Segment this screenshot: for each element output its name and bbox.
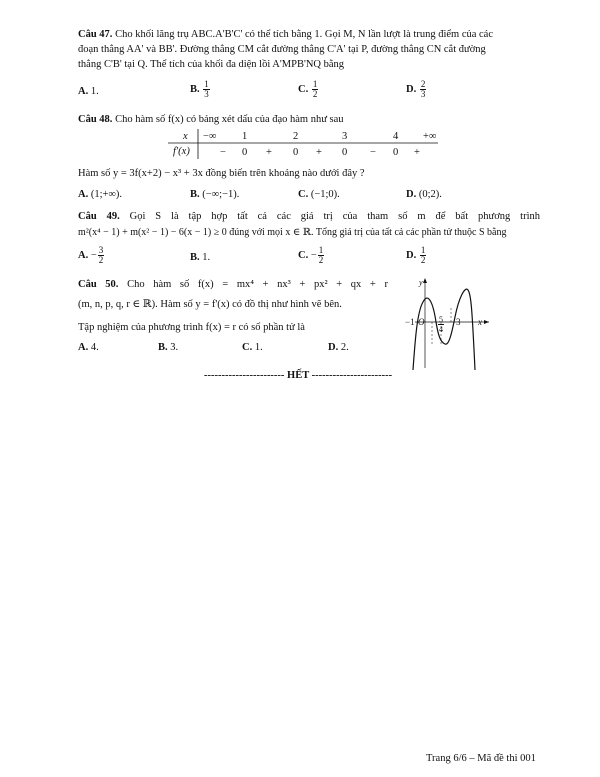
sign-table-sign: 0 — [293, 147, 299, 158]
option-key: A. — [78, 342, 89, 353]
option-value: 3. — [170, 342, 179, 353]
option-value: 1. — [202, 252, 211, 263]
sign-table-sign: + — [316, 147, 322, 158]
graph-tick-5-4: $\frac{5}{4}$ — [439, 315, 443, 334]
graph-x-label: x — [478, 317, 482, 327]
derivative-curve — [413, 289, 475, 370]
question-48-text-line1: Cho hàm số f(x) có bảng xét dấu của đạo hàm như sau — [115, 114, 344, 125]
question-48-option-d[interactable] — [406, 188, 442, 201]
question-49-option-c[interactable]: C. − $\frac{1}{2}$ — [298, 245, 324, 265]
option-key: C. — [298, 249, 309, 261]
graph-tick-minus-1: −1 — [405, 317, 415, 327]
option-key: B. — [190, 83, 200, 95]
question-49 — [78, 210, 540, 223]
option-value: 2. — [340, 342, 349, 353]
question-50-option-b[interactable] — [158, 341, 178, 354]
question-50-option-c[interactable] — [242, 341, 263, 354]
option-value: 4. — [90, 342, 99, 353]
fraction: $\frac{1}{2}$ — [318, 245, 324, 265]
page-footer: Trang 6/6 – Mã đề thi 001 — [426, 753, 536, 764]
option-key: C. — [298, 189, 309, 200]
question-50-text-line3: Tập nghiệm của phương trình f(x) = r có số phần tử là — [78, 322, 305, 333]
question-47 — [78, 28, 493, 41]
question-47-option-a[interactable] — [78, 85, 99, 98]
y-axis-arrow — [423, 278, 427, 283]
option-key: C. — [298, 83, 309, 95]
question-47-option-b[interactable] — [190, 80, 210, 99]
fraction: $\frac{1}{2}$ — [312, 79, 318, 99]
question-49-option-d[interactable] — [406, 246, 426, 265]
question-47-text-line2: đoạn thẳng AA' và BB'. Đường thẳng CM cắt đường thẳng C'A' tại P, đường thẳng CN cắt đường — [78, 44, 486, 55]
sign-table-sign: − — [370, 147, 376, 158]
question-50-text-line2: (m, n, p, q, r ∈ ℝ). Hàm số y = f'(x) có đồ thị như hình vẽ bên. — [78, 299, 342, 310]
question-48-option-a[interactable] — [78, 188, 122, 201]
sign-table-sign: − — [220, 147, 226, 158]
sign-table-sign: 0 — [242, 147, 248, 158]
question-48 — [78, 113, 344, 126]
option-key: A. — [78, 249, 89, 261]
sign-table-x-label: x — [183, 131, 188, 142]
question-49-option-b[interactable] — [190, 251, 210, 264]
option-value: (−∞;−1). — [202, 189, 240, 200]
fraction: $\frac{2}{3}$ — [420, 79, 426, 99]
option-key: D. — [406, 83, 417, 95]
graph-y-label: y — [419, 278, 423, 287]
option-value: 1. — [90, 86, 99, 97]
question-48-option-b[interactable] — [190, 188, 239, 201]
option-key: A. — [78, 189, 89, 200]
option-key: D. — [406, 189, 417, 200]
option-key: B. — [190, 189, 200, 200]
question-47-label: Câu 47. — [78, 29, 113, 40]
question-50-option-d[interactable] — [328, 341, 349, 354]
question-49-text-line1: Gọi S là tập hợp tất cả các giá trị của tham số m để bất phương trình — [129, 211, 541, 222]
question-47-text-line3: thẳng C'B' tại Q. Thể tích của khối đa diện lồi A'MPB'NQ bằng — [78, 59, 345, 70]
x-axis-arrow — [484, 320, 489, 324]
option-key: B. — [158, 342, 168, 353]
fraction: $\frac{1}{3}$ — [204, 79, 209, 99]
sign-table-x-3: 3 — [342, 131, 348, 142]
option-value: (−1;0). — [310, 189, 340, 200]
question-47-text-line1: Cho khối lăng trụ ABC.A'B'C' có thể tích bằng 1. Gọi M, N lần lượt là trung điểm của các — [115, 29, 494, 40]
option-key: A. — [78, 86, 89, 97]
sign-table-sign: + — [414, 147, 420, 158]
question-49-text-line2: m²(x⁴ − 1) + m(x² − 1) − 6(x − 1) ≥ 0 đúng với mọi x ∈ ℝ. Tổng giá trị của tất cả các phần tử thuộc S bằng — [78, 227, 507, 238]
sign-table-x-4: 4 — [393, 131, 399, 142]
question-47-option-c[interactable] — [298, 80, 318, 99]
question-50-option-a[interactable] — [78, 341, 99, 354]
fraction: $\frac{1}{2}$ — [420, 245, 426, 265]
question-48-option-c[interactable] — [298, 188, 340, 201]
option-value: (1;+∞). — [90, 189, 123, 200]
sign-table-sign: 0 — [393, 147, 399, 158]
option-value: 1. — [254, 342, 263, 353]
question-48-label: Câu 48. — [78, 114, 113, 125]
sign-table-x-pos-inf: +∞ — [423, 131, 437, 142]
option-key: C. — [242, 342, 253, 353]
sign-table-sign: 0 — [342, 147, 348, 158]
question-50-label: Câu 50. — [78, 279, 119, 290]
question-49-label: Câu 49. — [78, 211, 120, 222]
question-47-option-d[interactable] — [406, 80, 426, 99]
end-marker — [204, 370, 392, 381]
end-text: ----------------------- HẾT ----------------------- — [204, 370, 393, 381]
sign-table-x-1: 1 — [242, 131, 248, 142]
question-49-option-a[interactable]: A. − $\frac{3}{2}$ — [78, 245, 104, 265]
sign-table-fp-label: f'(x) — [173, 146, 190, 157]
sign-table-x-2: 2 — [293, 131, 299, 142]
question-50 — [78, 278, 388, 291]
question-50-text-line1: Cho hàm số f(x) = mx⁴ + nx³ + px² + qx + r — [127, 279, 388, 290]
graph-tick-3: 3 — [456, 317, 461, 327]
option-value: (0;2). — [418, 189, 442, 200]
sign-table-x-neg-inf: −∞ — [203, 131, 217, 142]
graph-origin-label: O — [418, 317, 425, 327]
fraction: $\frac{3}{2}$ — [98, 245, 104, 265]
question-48-text-line2: Hàm số y = 3f(x+2) − x³ + 3x đồng biến trên khoảng nào dưới đây ? — [78, 168, 365, 179]
option-key: B. — [190, 252, 200, 263]
option-key: D. — [406, 249, 417, 261]
option-key: D. — [328, 342, 339, 353]
sign-table-sign: + — [266, 147, 272, 158]
